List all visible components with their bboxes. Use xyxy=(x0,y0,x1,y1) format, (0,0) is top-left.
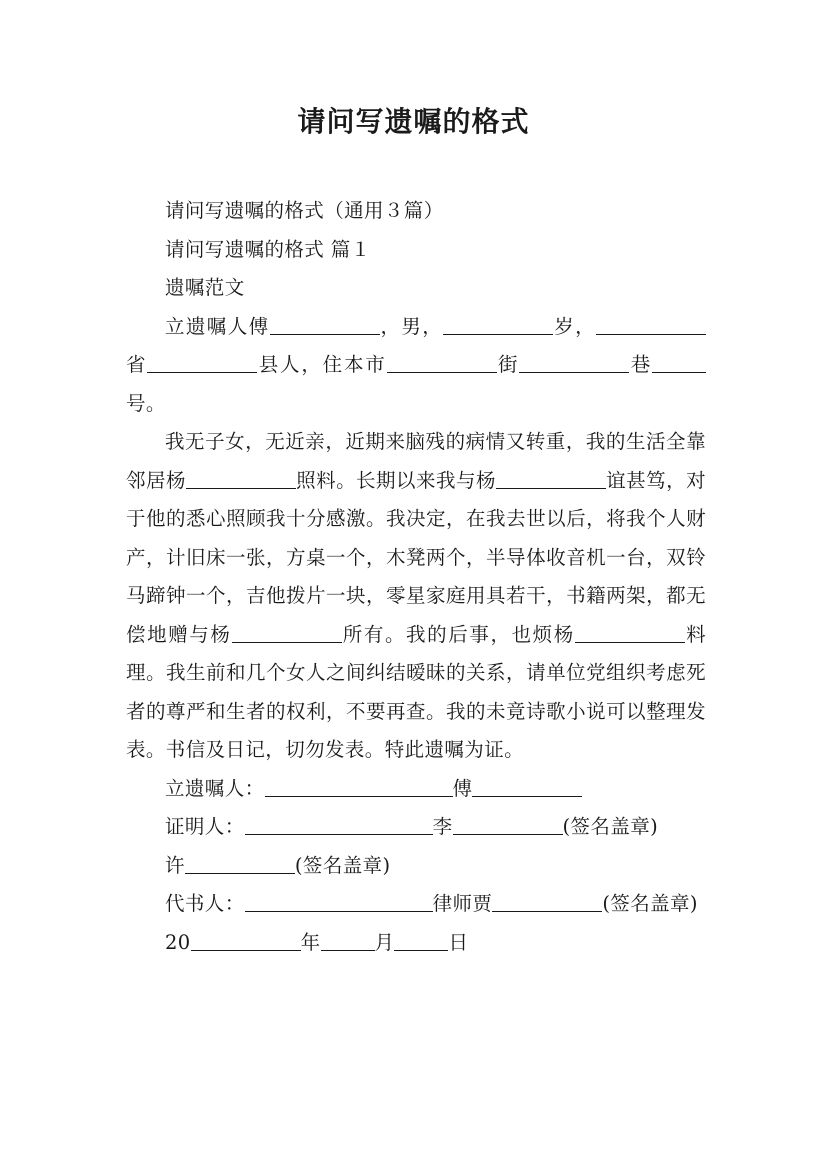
paragraph-witness-xu: 许 (签名盖章) xyxy=(165,853,391,877)
paragraph-testator-info: 立遗嘱人傅 ，男， 岁，省 县人，住本市 街 巷号。 xyxy=(126,308,706,424)
blank-line xyxy=(265,776,453,797)
blank-line xyxy=(186,468,296,489)
blank-line xyxy=(443,314,553,335)
paragraph-template-label: 遗嘱范文 xyxy=(165,276,245,299)
blank-line xyxy=(147,353,257,374)
blank-line xyxy=(245,892,433,913)
paragraph-testator-signature: 立遗嘱人： 傅 xyxy=(126,770,706,809)
blank-line xyxy=(387,353,497,374)
blank-line xyxy=(492,892,602,913)
paragraph-subtitle: 请问写遗嘱的格式（通用３篇） xyxy=(165,199,444,222)
blank-line xyxy=(496,468,606,489)
blank-line xyxy=(519,353,629,374)
blank-line xyxy=(394,930,448,951)
paragraph-section-heading: 请问写遗嘱的格式 篇１ xyxy=(165,237,371,261)
document-body xyxy=(126,192,706,962)
paragraph-scribe-signature: 代书人： 律师贾 (签名盖章) xyxy=(165,892,698,915)
document-title: 请问写遗嘱的格式 xyxy=(297,105,530,138)
blank-line xyxy=(652,353,706,374)
blank-line xyxy=(575,622,685,643)
blank-line xyxy=(232,622,342,643)
blank-line xyxy=(185,853,295,874)
blank-line xyxy=(596,314,706,335)
paragraph-date: 20 年 月 日 xyxy=(165,930,469,954)
blank-line xyxy=(321,930,375,951)
blank-line xyxy=(453,815,563,836)
blank-line xyxy=(245,815,433,836)
paragraph-will-content: 我无子女，无近亲，近期来脑残的病情又转重，我的生活全靠邻居杨 照料。长期以来我与杨 谊甚笃，对于他的悉心照顾我十分感激。我决定，在我去世以后，将我个人财产，计旧床一张，方桌一个，木凳两个，半导体收音机一台，双铃马蹄钟一个，吉他拨片一块，零星家庭用具若干，书籍两架，都无偿地赠与杨 所有。我的后事，也烦杨 料理。我生前和几个女人之间纠结暧昧的关系，请单位党组织考虑死者的尊严和生者的权利，不要再查。我的未竟诗歌小说可以整理发表。书信及日记，切勿发表。特此遗嘱为证。 xyxy=(126,430,706,761)
blank-line xyxy=(472,776,582,797)
blank-line xyxy=(191,930,301,951)
paragraph-witness-signature: 证明人： 李 (签名盖章) xyxy=(165,815,659,838)
blank-line xyxy=(270,314,380,335)
